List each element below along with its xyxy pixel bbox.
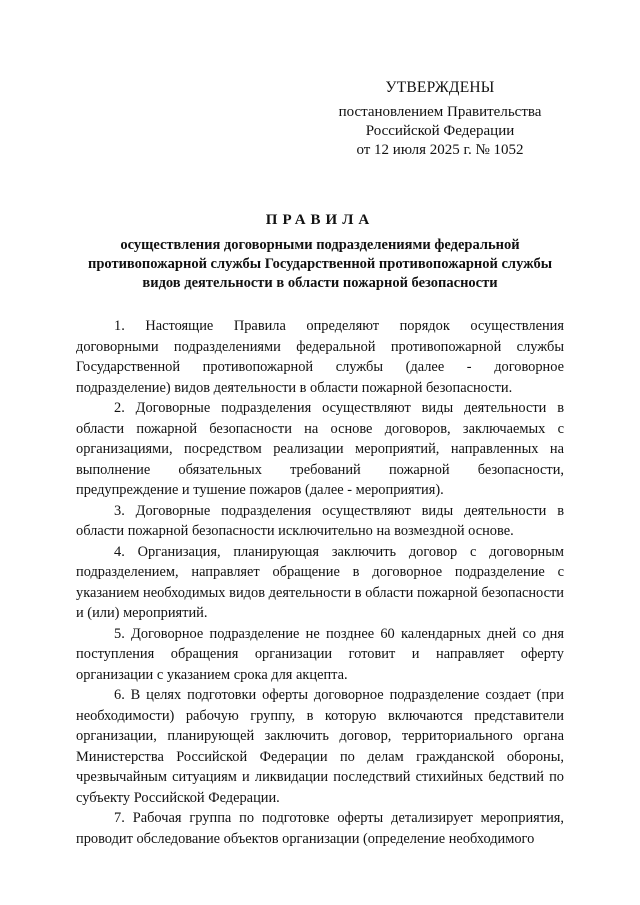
document-title: ПРАВИЛА (265, 212, 375, 228)
paragraph-3: 3. Договорные подразделения осуществляют виды деятельности в области пожарной безопасности исключительно на возмездной основе. (76, 502, 564, 539)
paragraph-5: 5. Договорное подразделение не позднее 60 календарных дней со дня поступления обращения организации готовит и направляет оферту организации с указанием срока для акцепта. (76, 625, 564, 683)
paragraph-2: 2. Договорные подразделения осуществляют виды деятельности в области пожарной безопасности на основе договоров, заключаемых с организациями, посредством реализации мероприятий, направленных на выполнение обязательных требований пожарной безопасности, предупреждение и тушение пожаров (далее - мероприятия). (76, 400, 564, 498)
paragraph-4: 4. Организация, планирующая заключить договор с договорным подразделением, направляет обращение в договорное подразделение с указанием необходимых видов деятельности в области пожарной безопасности и (или) мероприятий. (76, 543, 564, 621)
subtitle-line-3: видов деятельности в области пожарной безопасности (142, 275, 498, 291)
paragraph-6: 6. В целях подготовки оферты договорное подразделение создает (при необходимости) рабочую группу, в которую включаются представители организации, планирующей заключить договор, территориального органа Министерства Российской Федерации по делам гражданской обороны, чрезвычайным ситуациям и ликвидации последствий стихийных бедствий по субъекту Российской Федерации. (76, 687, 564, 806)
approval-block (300, 78, 580, 160)
paragraph-1: 1. Настоящие Правила определяют порядок осуществления договорными подразделениями федеральной противопожарной службы Государственной противопожарной службы (далее - договорное подразделение) видов деятельности в области пожарной безопасности. (76, 318, 564, 396)
approval-heading: УТВЕРЖДЕНЫ (385, 79, 495, 96)
approval-line-2: Российской Федерации (365, 123, 515, 139)
subtitle-line-2: противопожарной службы Государственной противопожарной службы (87, 256, 553, 272)
document-subtitle (80, 236, 560, 293)
subtitle-line-1: осуществления договорными подразделениями федеральной (120, 237, 520, 253)
document-body (76, 316, 564, 849)
paragraph-7: 7. Рабочая группа по подготовке оферты детализирует мероприятия, проводит обследование объектов организации (определение необходимого (76, 810, 564, 847)
approval-line-3: от 12 июля 2025 г. № 1052 (356, 142, 524, 158)
approval-line-1: постановлением Правительства (338, 104, 542, 120)
